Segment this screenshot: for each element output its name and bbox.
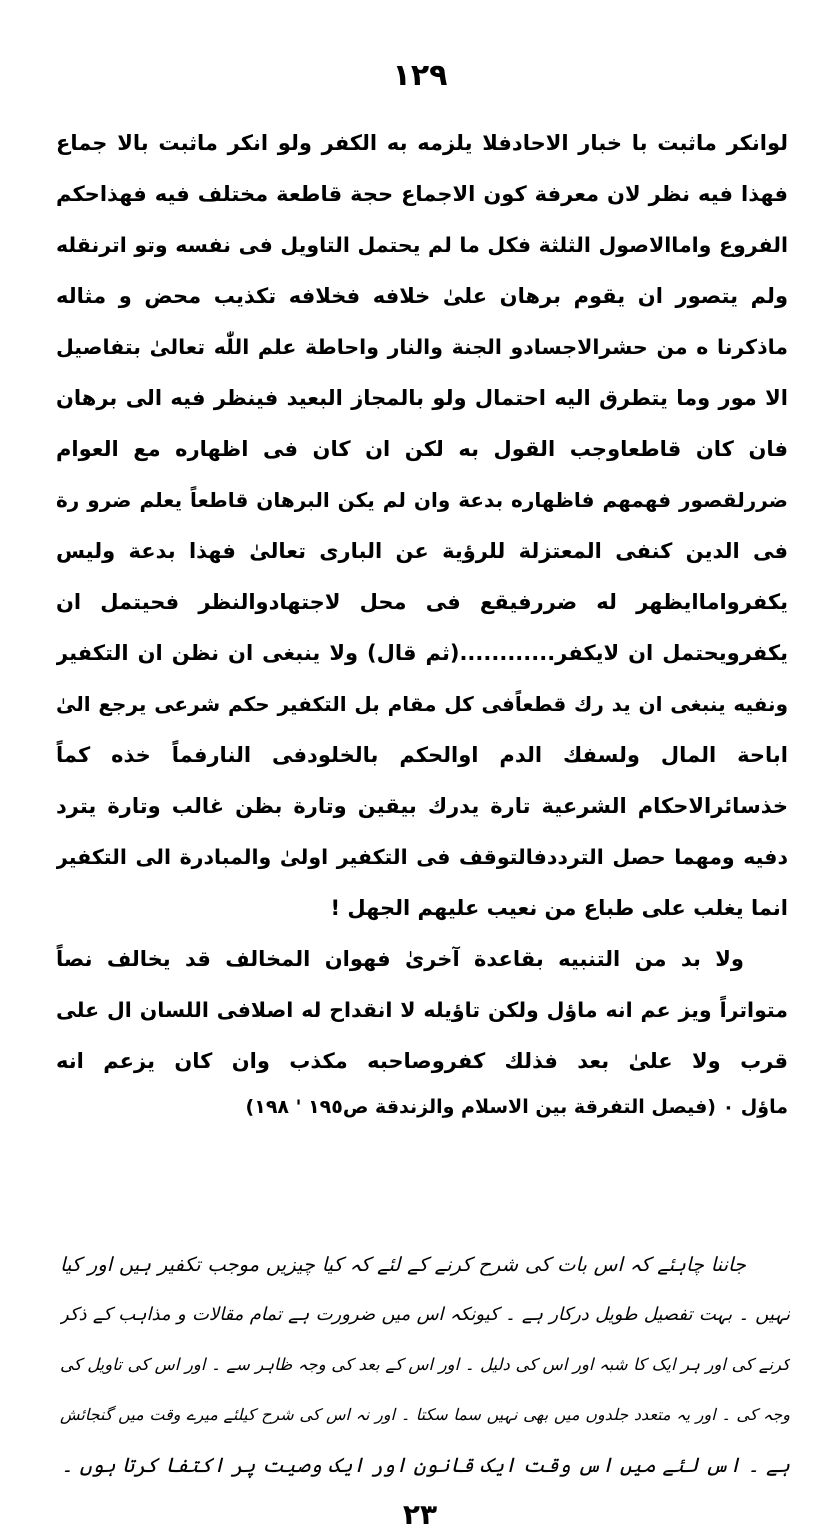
arabic-line: ولا بد من التنبيه بقاعدة آخرىٰ فهوان المخالف قد يخالف نصاً xyxy=(56,947,744,971)
arabic-line: فهذا فيه نظر لان معرفة كون الاجماع حجة قاطعة مختلف فيه فهذاحكم xyxy=(56,182,788,206)
arabic-line: خذسائرالاحكام الشرعية تارة يدرك بيقين وتارة بظن غالب وتارة يترد xyxy=(56,794,788,818)
urdu-translation xyxy=(60,1240,790,1490)
arabic-line: فان كان قاطعاوجب القول به لكن ان كان فى اظهاره مع العوام xyxy=(56,437,788,461)
arabic-line: قرب ولا علىٰ بعد فذلك كفروصاحبه مكذب وان كان يزعم انه xyxy=(56,1049,788,1073)
arabic-line: فى الدين كنفى المعتزلة للرؤية عن البارى تعالىٰ فهذا بدعة وليس xyxy=(56,539,788,563)
arabic-line: لوانكر ماثبت با خبار الاحادفلا يلزمه به الكفر ولو انكر ماثبت بالا جماع xyxy=(56,131,788,155)
arabic-line: ماذكرنا ه من حشرالاجسادو الجنة والنار واحاطة علم اللّٰه تعالىٰ بتفاصيل xyxy=(56,335,788,359)
arabic-line: دفيه ومهما حصل الترددفالتوقف فى التكفير اولىٰ والمبادرة الى التكفير xyxy=(56,845,788,869)
urdu-line: وجہ کی ۔ اور یہ متعدد جلدوں میں بھی نہیں سما سکتا ۔ اور نہ اس کی شرح کیلئے میرے وقت میں گنجائش xyxy=(60,1405,790,1424)
page-number-bottom: ٢٣ xyxy=(402,1498,438,1531)
arabic-line: انما يغلب على طباع من نعيب عليهم الجهل ! xyxy=(330,896,788,920)
arabic-line: متواتراً ويز عم انه ماؤل ولكن تاؤيله لا انقداح له اصلافى اللسان ال على xyxy=(56,998,788,1022)
urdu-line: نہیں ۔ بہت تفصیل طویل درکار ہے ۔ کیونکہ اس میں ضرورت ہے تمام مقالات و مذاہب کے ذکر xyxy=(60,1304,790,1325)
source-citation: ماؤل ٠ (فيصل التفرقة بين الاسلام والزندقة ص١٩٥ ' ١٩٨) xyxy=(245,1096,788,1118)
arabic-line: يكفرويحتمل ان لايكفر............(ثم قال) ولا ينبغى ان نظن ان التكفير xyxy=(56,641,788,665)
arabic-quotation xyxy=(56,118,788,1127)
arabic-line: ضررلقصور فهمهم فاظهاره بدعة وان لم يكن البرهان قاطعاً يعلم ضرو رة xyxy=(56,488,788,512)
arabic-line: اباحة المال ولسفك الدم اوالحكم بالخلودفى النارفماً خذه كماً xyxy=(56,743,788,767)
arabic-line: ولم يتصور ان يقوم برهان علىٰ خلافه فخلافه تكذيب محض و مثاله xyxy=(56,284,788,308)
arabic-line: الا مور وما يتطرق اليه احتمال ولو بالمجاز البعيد فينظر فيه الى برهان xyxy=(56,386,788,410)
arabic-line: ونفيه ينبغى ان يد رك قطعاًفى كل مقام بل التكفير حكم شرعى يرجع الىٰ xyxy=(56,692,788,716)
urdu-line: ہے ۔ اس لئے میں اس وقت ایک قانون اور ایک وصیت پر اکتفا کرتا ہوں ۔ xyxy=(61,1453,790,1477)
urdu-line: جاننا چاہئے کہ اس بات کی شرح کرنے کے لئے کہ کیا چیزیں موجب تکفیر ہیں اور کیا xyxy=(60,1253,746,1276)
urdu-line: کرنے کی اور ہر ایک کا شبہ اور اس کی دلیل ۔ اور اس کے بعد کی وجہ ظاہر سے ۔ اور اس کی تاویل کی xyxy=(60,1355,790,1374)
page-number-top: ١٢٩ xyxy=(392,58,448,93)
arabic-line: يكفرواماايظهر له ضررفيقع فى محل لاجتهادوالنظر فحيتمل ان xyxy=(56,590,788,614)
arabic-line: الفروع واماالاصول الثلثة فكل ما لم يحتمل التاويل فى نفسه وتو اترنقله xyxy=(56,233,788,257)
